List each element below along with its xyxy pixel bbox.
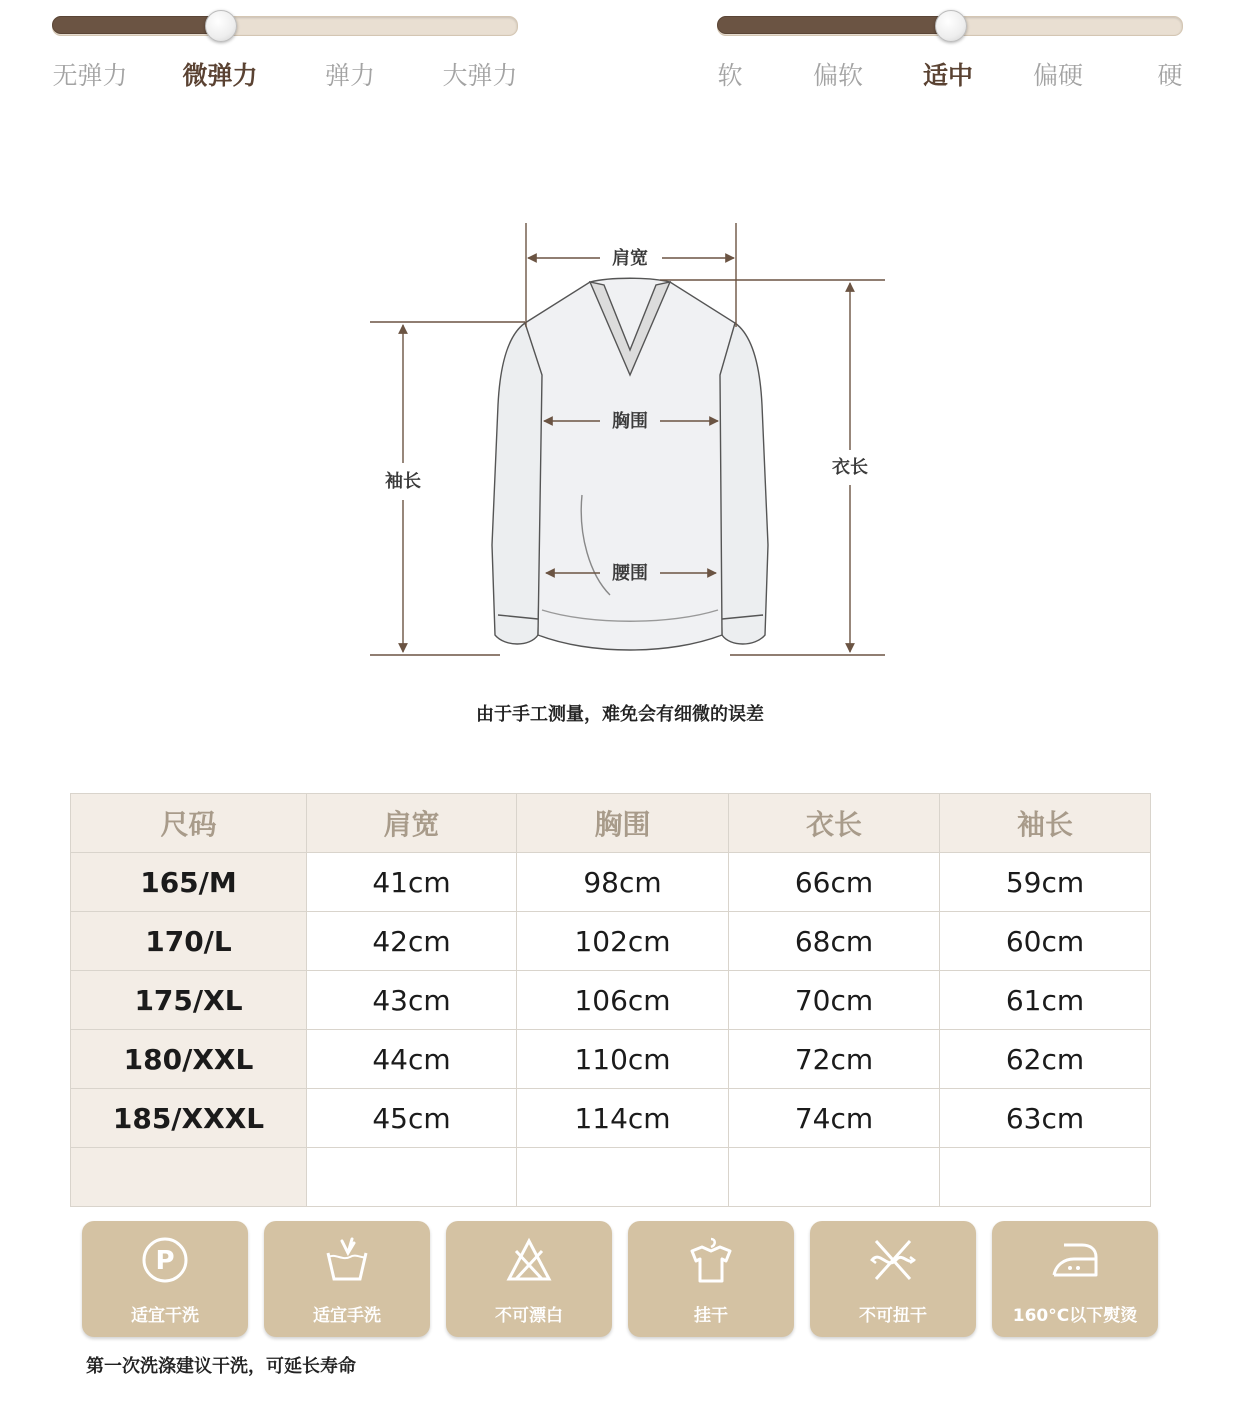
sweater-illustration	[492, 278, 768, 650]
table-cell: 68cm	[729, 912, 940, 971]
care-label: 160°C以下熨烫	[1012, 1306, 1138, 1326]
softness-option[interactable]: 偏软	[812, 61, 864, 90]
table-row	[71, 1089, 1151, 1148]
softness-option[interactable]: 偏硬	[1032, 61, 1084, 90]
header-size: 尺码	[71, 794, 307, 853]
elasticity-fill	[52, 16, 220, 34]
svg-text:P: P	[155, 1246, 175, 1276]
header-sleeve: 袖长	[940, 794, 1151, 853]
table-row	[71, 1030, 1151, 1089]
table-cell: 44cm	[307, 1030, 517, 1089]
no-wring-icon	[868, 1235, 918, 1285]
care-instructions	[82, 1221, 1162, 1337]
size-cell	[71, 1148, 307, 1207]
table-row	[71, 912, 1151, 971]
shoulder-label: 肩宽	[612, 248, 648, 269]
care-label: 不可扭干	[859, 1306, 927, 1326]
care-label: 适宜干洗	[131, 1306, 199, 1326]
no-bleach-icon	[504, 1235, 554, 1285]
size-cell: 175/XL	[71, 971, 307, 1030]
table-cell: 60cm	[940, 912, 1151, 971]
table-cell: 61cm	[940, 971, 1151, 1030]
softness-labels	[0, 56, 1240, 90]
table-cell: 59cm	[940, 853, 1151, 912]
care-label: 适宜手洗	[313, 1306, 381, 1326]
measure-note: 由于手工测量，难免会有细微的误差	[476, 704, 764, 725]
softness-slider[interactable]	[717, 12, 1183, 40]
table-cell: 98cm	[517, 853, 729, 912]
table-cell	[940, 1148, 1151, 1207]
hand-wash-icon	[322, 1235, 372, 1285]
table-header-row	[71, 794, 1151, 853]
softness-option[interactable]: 硬	[1157, 61, 1183, 90]
dry-clean-icon	[140, 1235, 190, 1285]
elasticity-slider[interactable]	[52, 12, 518, 40]
table-cell: 74cm	[729, 1089, 940, 1148]
care-label: 不可漂白	[495, 1306, 563, 1326]
table-cell: 43cm	[307, 971, 517, 1030]
hang-dry-icon	[686, 1235, 736, 1285]
table-row	[71, 971, 1151, 1030]
softness-fill	[717, 16, 950, 34]
table-cell: 72cm	[729, 1030, 940, 1089]
table-row-empty	[71, 1148, 1151, 1207]
table-cell	[517, 1148, 729, 1207]
elasticity-option[interactable]: 大弹力	[442, 61, 518, 90]
sleeve-label: 袖长	[385, 471, 421, 492]
table-cell: 45cm	[307, 1089, 517, 1148]
care-item-iron	[992, 1221, 1158, 1337]
softness-option-selected[interactable]: 适中	[922, 61, 974, 90]
softness-slider-handle[interactable]	[935, 10, 967, 42]
table-cell: 62cm	[940, 1030, 1151, 1089]
size-cell: 180/XXL	[71, 1030, 307, 1089]
care-label: 挂干	[694, 1306, 728, 1326]
table-cell: 106cm	[517, 971, 729, 1030]
care-item-no-bleach	[446, 1221, 612, 1337]
header-length: 衣长	[729, 794, 940, 853]
table-cell	[729, 1148, 940, 1207]
chest-label: 胸围	[612, 411, 648, 432]
size-cell: 170/L	[71, 912, 307, 971]
table-cell: 66cm	[729, 853, 940, 912]
table-cell: 114cm	[517, 1089, 729, 1148]
iron-icon	[1050, 1235, 1100, 1285]
care-item-hang-dry	[628, 1221, 794, 1337]
size-cell: 165/M	[71, 853, 307, 912]
wash-note: 第一次洗涤建议干洗，可延长寿命	[86, 1356, 356, 1377]
elasticity-slider-handle[interactable]	[205, 10, 237, 42]
table-row	[71, 853, 1151, 912]
waist-label: 腰围	[612, 563, 648, 584]
elasticity-option[interactable]: 无弹力	[52, 61, 128, 90]
elasticity-option-selected[interactable]: 微弹力	[182, 61, 258, 90]
care-item-no-wring	[810, 1221, 976, 1337]
sweater-measurement-diagram	[360, 215, 900, 665]
care-item-dry-clean	[82, 1221, 248, 1337]
header-shoulder: 肩宽	[307, 794, 517, 853]
table-cell: 70cm	[729, 971, 940, 1030]
length-label: 衣长	[832, 457, 868, 478]
size-table	[70, 793, 1151, 1207]
table-cell: 110cm	[517, 1030, 729, 1089]
elasticity-option[interactable]: 弹力	[324, 61, 376, 90]
header-chest: 胸围	[517, 794, 729, 853]
table-cell	[307, 1148, 517, 1207]
table-cell: 63cm	[940, 1089, 1151, 1148]
softness-option[interactable]: 软	[717, 61, 743, 90]
size-cell: 185/XXXL	[71, 1089, 307, 1148]
care-item-hand-wash	[264, 1221, 430, 1337]
table-cell: 102cm	[517, 912, 729, 971]
table-cell: 42cm	[307, 912, 517, 971]
table-cell: 41cm	[307, 853, 517, 912]
